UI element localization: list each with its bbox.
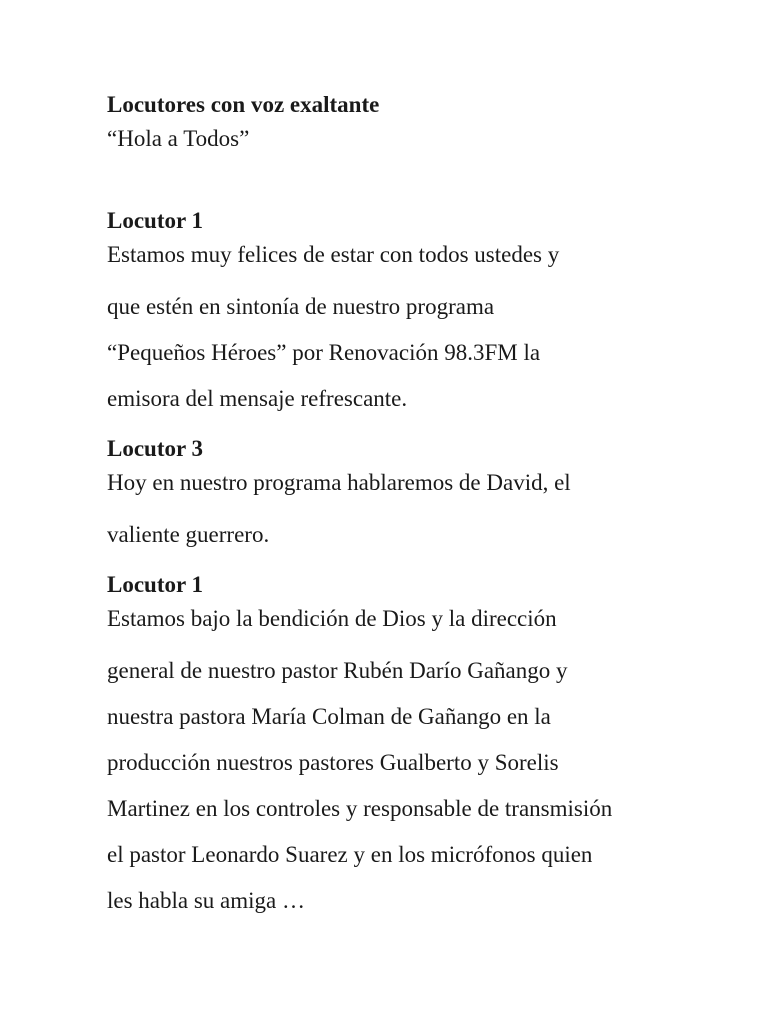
dialogue-line: les habla su amiga … bbox=[107, 888, 306, 913]
dialogue-section bbox=[107, 432, 727, 558]
dialogue-line: Estamos bajo la bendición de Dios y la dirección bbox=[107, 606, 557, 631]
dialogue-line: nuestra pastora María Colman de Gañango en la bbox=[107, 704, 551, 729]
dialogue-line: valiente guerrero. bbox=[107, 522, 270, 547]
dialogue-line: Estamos muy felices de estar con todos ustedes y bbox=[107, 242, 560, 267]
dialogue-line: general de nuestro pastor Rubén Darío Gañango y bbox=[107, 658, 568, 683]
dialogue-section bbox=[107, 204, 727, 422]
document-title: Locutores con voz exaltante bbox=[107, 92, 380, 117]
dialogue-line: el pastor Leonardo Suarez y en los micrófonos quien bbox=[107, 842, 593, 867]
dialogue-line: producción nuestros pastores Gualberto y Sorelis bbox=[107, 750, 559, 775]
dialogue-line: emisora del mensaje refrescante. bbox=[107, 386, 408, 411]
dialogue-line: Hoy en nuestro programa hablaremos de David, el bbox=[107, 470, 571, 495]
speaker-name: Locutor 1 bbox=[107, 572, 204, 597]
dialogue-line: Martinez en los controles y responsable de transmisión bbox=[107, 796, 613, 821]
speaker-name: Locutor 3 bbox=[107, 436, 204, 461]
dialogue-line: “Pequeños Héroes” por Renovación 98.3FM la bbox=[107, 340, 541, 365]
document-subtitle: “Hola a Todos” bbox=[107, 126, 250, 151]
speaker-name: Locutor 1 bbox=[107, 208, 204, 233]
document-page bbox=[107, 88, 727, 924]
dialogue-section bbox=[107, 568, 727, 924]
dialogue-line: que estén en sintonía de nuestro programa bbox=[107, 294, 495, 319]
